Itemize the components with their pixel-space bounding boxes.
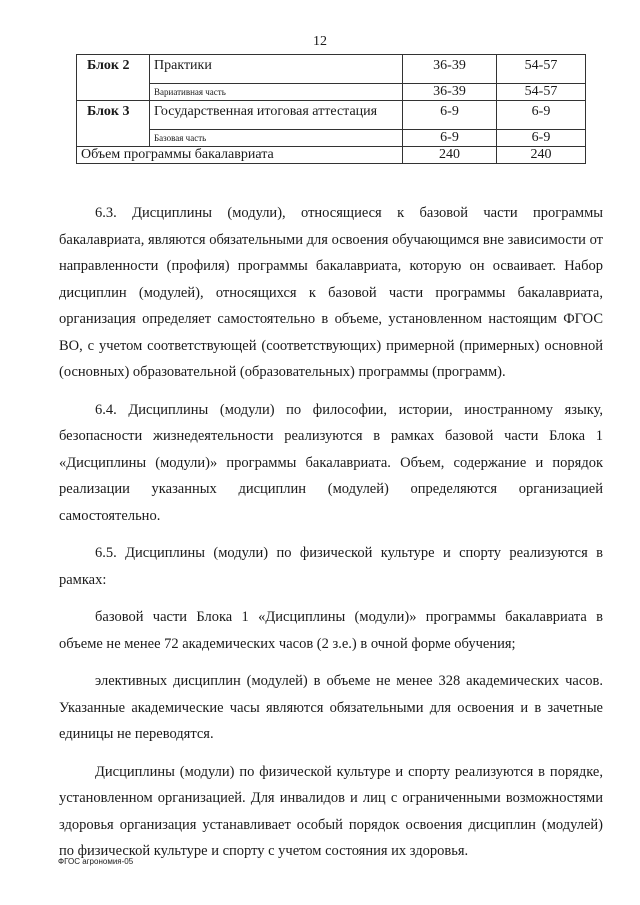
paragraph-pe-order: Дисциплины (модули) по физической культуре и спорту реализуются в порядке, установленном организацией. Для инвалидов и лиц с ограниченными возможностями здоровья организация устанавливает особый порядок освоения дисциплин (модулей) по физической культуре и спорту с учетом состояния их здоровья.: [59, 763, 603, 859]
credits-col2: 6-9: [497, 101, 586, 130]
table-row: [77, 101, 586, 130]
table-row: [77, 84, 586, 101]
credits-col2: 54-57: [497, 55, 586, 84]
section-name: Базовая часть: [150, 130, 403, 147]
credits-col2: 54-57: [497, 84, 586, 101]
document-body: [59, 200, 603, 865]
section-name: Практики: [150, 55, 403, 84]
program-structure-table: [76, 54, 586, 164]
paragraph-6-5: 6.5. Дисциплины (модули) по физической культуре и спорту реализуются в рамках:: [59, 545, 603, 588]
total-label: Объем программы бакалавриата: [77, 147, 403, 164]
paragraph-6-5-b: элективных дисциплин (модулей) в объеме не менее 328 академических часов. Указанные академические часы являются обязательными для освоения и в зачетные единицы не переводятся.: [59, 673, 603, 742]
section-name: Государственная итоговая аттестация: [150, 101, 403, 130]
table-row: [77, 130, 586, 147]
credits-col1: 6-9: [403, 101, 497, 130]
paragraph-6-3: 6.3. Дисциплины (модули), относящиеся к базовой части программы бакалавриата, являются обязательными для освоения обучающимся вне зависимости от направленности (профиля) программы бакалавриата, которую он осваивает. Набор дисциплин (модулей), относящихся к базовой части программы бакалавриата, организация определяет самостоятельно в объеме, установленном настоящим ФГОС ВО, с учетом соответствующей (соответствующих) примерной (примерных) основной (основных) образовательной (образовательных) программы (программ).: [59, 205, 603, 380]
total-col1: 240: [403, 147, 497, 164]
block-label: Блок 3: [77, 101, 150, 130]
paragraph-6-5-a: базовой части Блока 1 «Дисциплины (модули)» программы бакалавриата в объеме не менее 72 академических часов (2 з.е.) в очной форме обучения;: [59, 609, 603, 652]
table-total-row: [77, 147, 586, 164]
paragraph-6-4: 6.4. Дисциплины (модули) по философии, истории, иностранному языку, безопасности жизнедеятельности реализуются в рамках базовой части Блока 1 «Дисциплины (модули)» программы бакалавриата. Объем, содержание и порядок реализации указанных дисциплин (модулей) определяются организацией самостоятельно.: [59, 401, 603, 524]
total-col2: 240: [497, 147, 586, 164]
credits-col2: 6-9: [497, 130, 586, 147]
page-number: 12: [313, 34, 327, 49]
footer-label: ФГОС агрономия-05: [58, 857, 134, 866]
section-name: Вариативная часть: [150, 84, 403, 101]
block-label: [77, 130, 150, 147]
credits-col1: 36-39: [403, 55, 497, 84]
credits-col1: 36-39: [403, 84, 497, 101]
table-row: [77, 55, 586, 84]
credits-col1: 6-9: [403, 130, 497, 147]
block-label: Блок 2: [77, 55, 150, 84]
block-label: [77, 84, 150, 101]
